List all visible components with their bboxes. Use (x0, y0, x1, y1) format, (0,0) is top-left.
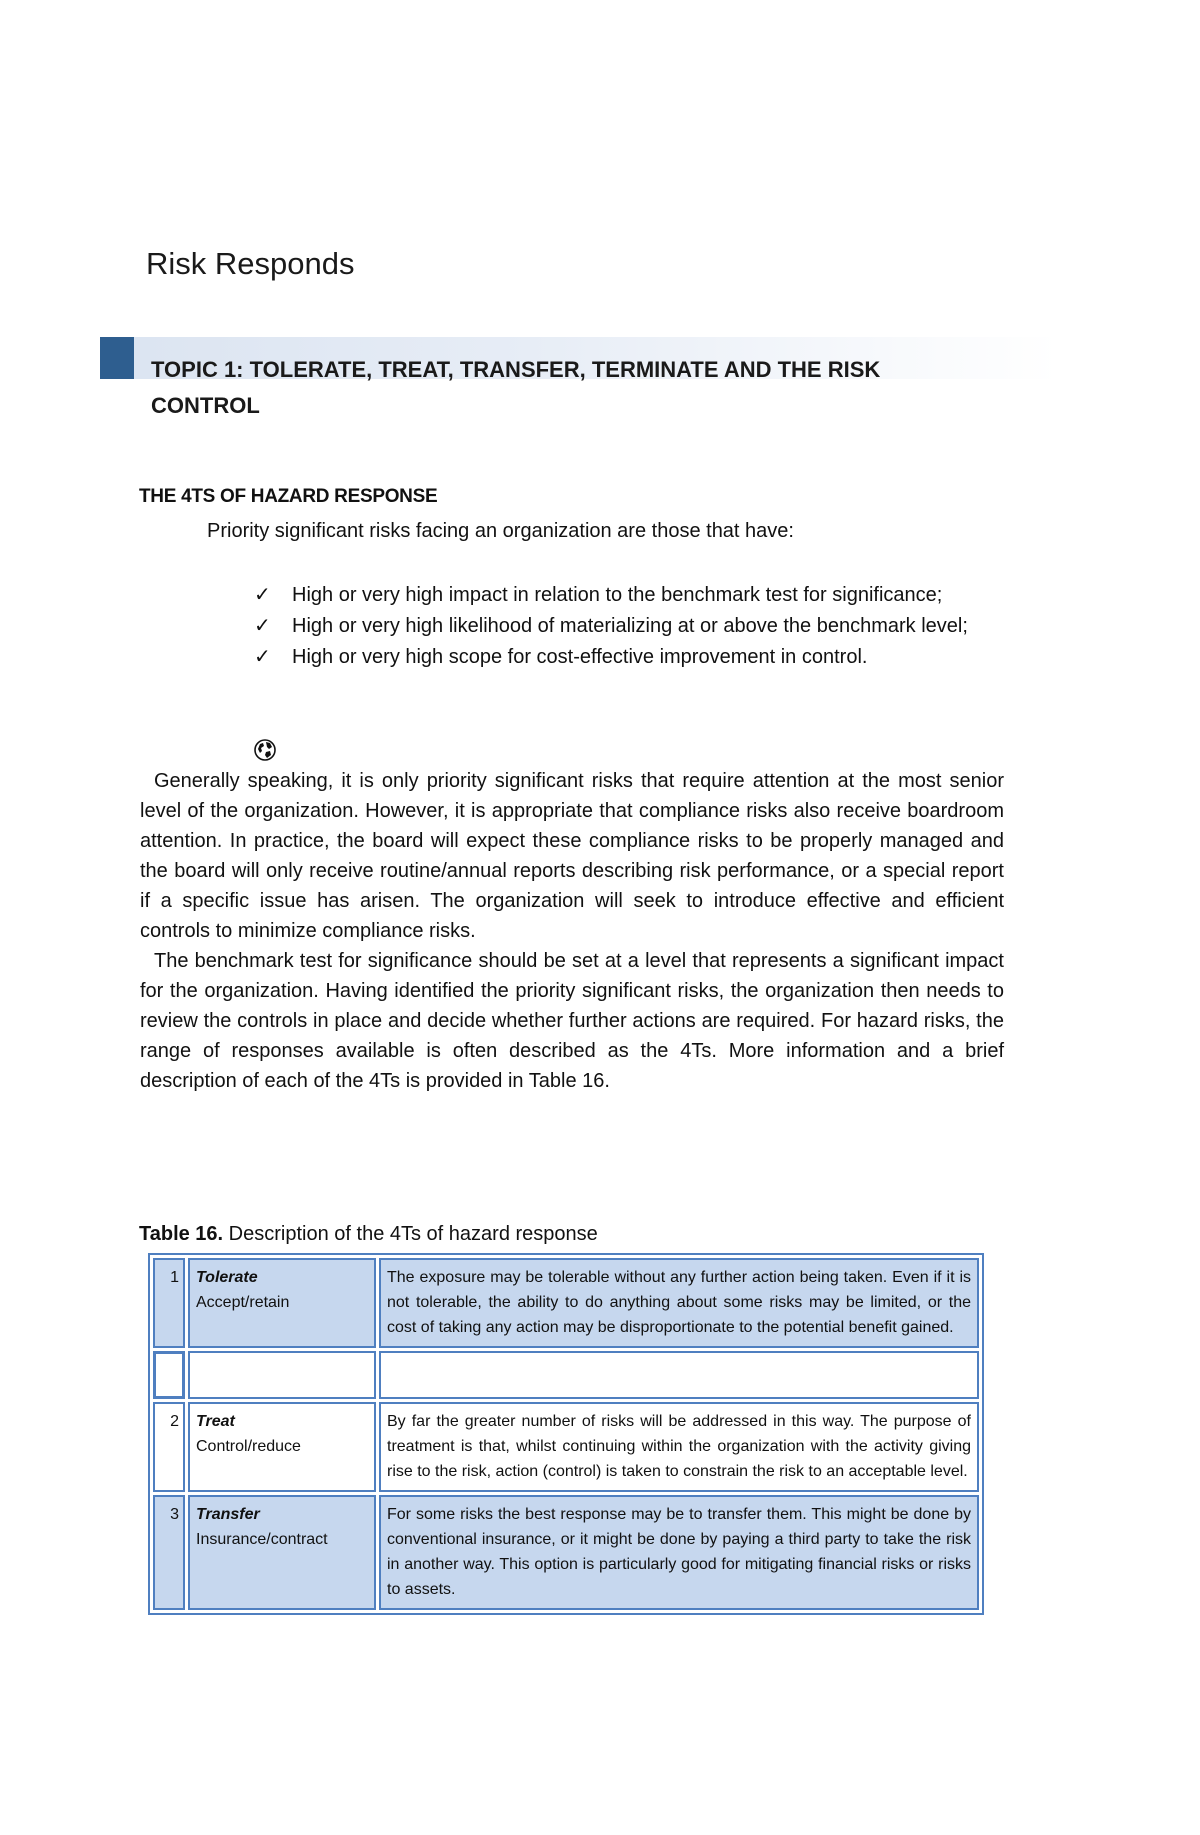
table-row (153, 1402, 979, 1492)
table-caption-text: Description of the 4Ts of hazard response (223, 1223, 598, 1245)
row-term-cell (188, 1258, 376, 1348)
row-description: By far the greater number of risks will be addressed in this way. The purpose of treatment is that, whilst continuing within the organization with the activity giving rise to the risk, action (control) is taken to constrain the risk to an acceptable level. (379, 1402, 979, 1492)
page-title: Risk Responds (146, 246, 355, 281)
table-row-empty (153, 1351, 979, 1399)
row-term: Transfer (196, 1506, 260, 1523)
row-number: 1 (153, 1258, 185, 1348)
criteria-item (254, 580, 1004, 610)
row-description (379, 1351, 979, 1399)
row-subtitle: Insurance/contract (196, 1531, 328, 1548)
table-row (153, 1258, 979, 1348)
criteria-item (254, 611, 1004, 641)
hazard-response-table (148, 1253, 984, 1615)
row-subtitle: Accept/retain (196, 1294, 290, 1311)
criteria-item-text: High or very high scope for cost-effective improvement in control. (292, 646, 868, 668)
table-caption-label: Table 16. (139, 1223, 224, 1245)
globe-icon (253, 738, 277, 762)
row-number (153, 1351, 185, 1399)
criteria-item-text: High or very high impact in relation to the benchmark test for significance; (292, 584, 943, 606)
row-term-cell (188, 1402, 376, 1492)
check-mark-icon: ✓ (254, 646, 271, 668)
section-heading: THE 4TS OF HAZARD RESPONSE (139, 486, 438, 507)
row-description: The exposure may be tolerable without any further action being taken. Even if it is not tolerable, the ability to do anything about some risks may be limited, or the cost of taking any action may be disproportionate to the potential benefit gained. (379, 1258, 979, 1348)
table-row (153, 1495, 979, 1610)
table-caption (139, 1223, 598, 1246)
body-text (140, 766, 1004, 1096)
intro-line: Priority significant risks facing an organization are those that have: (207, 520, 794, 542)
row-subtitle: Control/reduce (196, 1438, 301, 1455)
topic-banner-block (100, 337, 134, 379)
row-term-cell (188, 1351, 376, 1399)
row-number: 3 (153, 1495, 185, 1610)
row-term-cell (188, 1495, 376, 1610)
row-description: For some risks the best response may be to transfer them. This might be done by conventional insurance, or it might be done by paying a third party to take the risk in another way. This option is particularly good for mitigating financial risks or risks to assets. (379, 1495, 979, 1610)
check-mark-icon: ✓ (254, 584, 271, 606)
body-paragraph: Generally speaking, it is only priority significant risks that require attention at the most senior level of the organization. However, it is appropriate that compliance risks also receive boardroom attention. In practice, the board will expect these compliance risks to be properly managed and the board will only receive routine/annual reports describing risk performance, or a special report if a specific issue has arisen. The organization will seek to introduce effective and efficient controls to minimize compliance risks. (140, 770, 1004, 942)
row-number: 2 (153, 1402, 185, 1492)
row-term: Treat (196, 1413, 235, 1430)
row-term: Tolerate (196, 1269, 258, 1286)
body-paragraph: The benchmark test for significance should be set at a level that represents a significant impact for the organization. Having identified the priority significant risks, the organization then needs to review the controls in place and decide whether further actions are required. For hazard risks, the range of responses available is often described as the 4Ts. More information and a brief description of each of the 4Ts is provided in Table 16. (140, 950, 1004, 1092)
topic-heading: TOPIC 1: TOLERATE, TREAT, TRANSFER, TERMINATE AND THE RISK CONTROL (151, 357, 881, 418)
criteria-item-text: High or very high likelihood of materializing at or above the benchmark level; (292, 615, 968, 637)
criteria-list (254, 580, 1004, 673)
criteria-item (254, 642, 1004, 672)
check-mark-icon: ✓ (254, 615, 271, 637)
